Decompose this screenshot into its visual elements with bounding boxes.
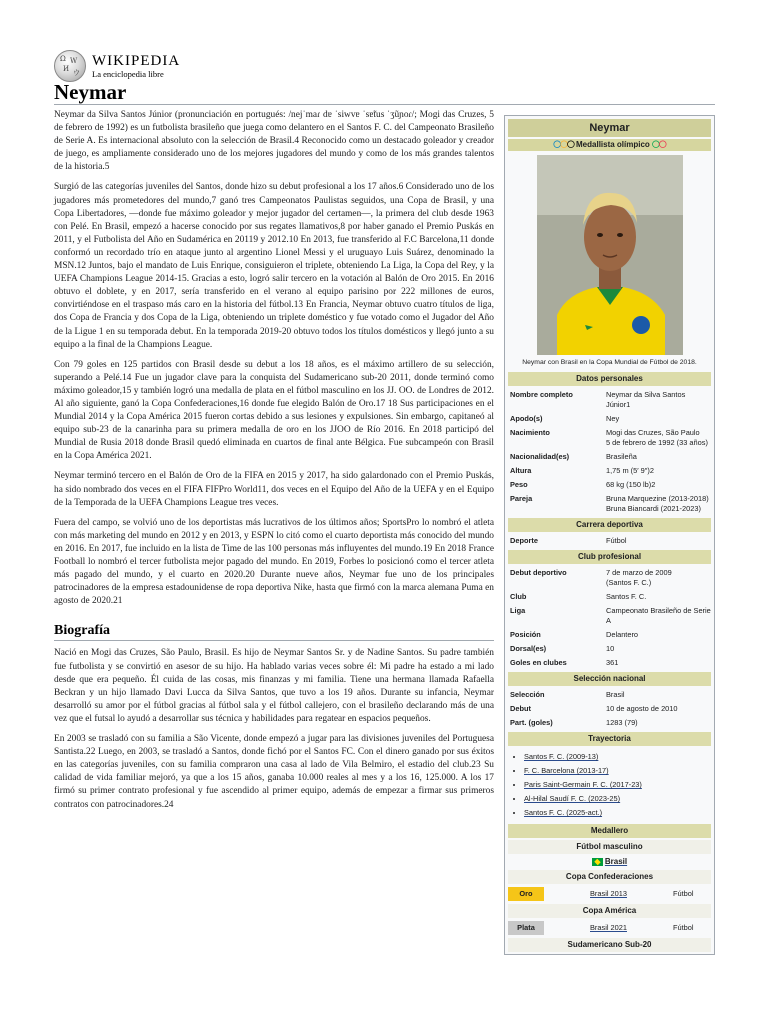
olympic-rings-icon: ◯◯◯	[553, 141, 574, 148]
infobox-row	[508, 478, 711, 492]
medal-event-next: Sudamericano Sub-20	[508, 938, 711, 952]
player-photo[interactable]	[537, 155, 683, 355]
intro-paragraph: Fuera del campo, se volvió uno de los deportistas más lucrativos de los últimos años; SportsPro lo nombró el atleta con más marketing del mundo en 2012 y en 2013, y ESPN lo citó como el cuarto deportista más conocido del mundo en 2016. En 2017, fue incluido en la lista de Time de las 100 personas más influyentes del mundo.19 En 2018 France Football lo nombró el tercer futbolista mejor pagado del mundo. En 2019, Forbes lo posicionó como el tercer atleta más pagado del mundo, y el cuarto en 2020.20 Durante nueve años, Neymar fue uno de los principales patrocinadores de la empresa estadounidense de ropa deportiva Nike, hasta que firmó con la marca alemana Puma en agosto de 2020.21	[54, 517, 494, 607]
trajectory-list	[508, 748, 711, 822]
infobox-row-label: Dorsal(es)	[510, 644, 547, 654]
infobox-row	[508, 426, 711, 450]
medals-header: Medallero	[508, 824, 711, 838]
infobox-row-value: Campeonato Brasileño de Serie A	[606, 606, 711, 626]
trajectory-header: Trayectoria	[508, 732, 711, 746]
infobox-row	[508, 628, 711, 642]
infobox-title: Neymar	[508, 119, 711, 137]
infobox-row-label: Deporte	[510, 536, 538, 546]
infobox-row-label: Debut	[510, 704, 531, 714]
wikipedia-logo[interactable]	[54, 50, 180, 82]
infobox-row-value: Delantero	[606, 630, 639, 640]
career-rows	[508, 534, 711, 548]
infobox-row-value: 68 kg (150 lb)2	[606, 480, 656, 490]
infobox-row-label: Nombre completo	[510, 390, 573, 400]
medal-badge: Plata	[508, 921, 544, 935]
biography-section	[54, 647, 494, 811]
infobox-row	[508, 450, 711, 464]
infobox-row	[508, 388, 711, 412]
club-header: Club profesional	[508, 550, 711, 564]
medal-row	[508, 885, 711, 903]
infobox-row-label: Peso	[510, 480, 528, 490]
logo-title: WIKIPEDIA	[92, 53, 181, 69]
intro-paragraph: Neymar terminó tercero en el Balón de Oro de la FIFA en 2015 y 2017, ha sido galardonado con el Premio Puskás, ha sido nombrado dos veces en el FIFA FIFPro World11, dos veces en el Equipo del Año de la UEFA y en el Equipo de la Temporada de la UEFA Champions League tres veces.	[54, 471, 494, 508]
photo-caption: Neymar con Brasil en la Copa Mundial de Fútbol de 2018.	[522, 359, 697, 367]
infobox-row-value: Brasileña	[606, 452, 637, 462]
infobox-row	[508, 642, 711, 656]
article-body	[54, 109, 494, 819]
infobox-row	[508, 702, 711, 716]
infobox-row	[508, 590, 711, 604]
brazil-flag-icon	[592, 858, 603, 866]
intro-section	[54, 109, 494, 608]
infobox-row	[508, 656, 711, 670]
trajectory-item[interactable]: • Santos F. C. (2009-13)	[524, 750, 711, 764]
intro-paragraph: Con 79 goles en 125 partidos con Brasil desde su debut a los 18 años, es el máximo artillero de su selección, superando a Pelé.14 Fue un jugador clave para la conquista del Sudamericano sub-20 2011, donde terminó como máximo goleador,15 y también logró una medalla de plata en el fútbol masculino en los JJ. OO. de Londres de 2012. Al año siguiente, ganó la Copa Confederaciones,16 donde fue elegido Balón de Oro.17 18 Sus participaciones en el Mundial 2014 y la Copa América 2015 fueron cortas debido a sus lesiones y expulsiones. Sin embargo, capitaneó al equipo sub-23 de la canarinha para su primera medalla de oro en los JJOO de Río 2016. En 2018 participó del Mundial de Rusia 2018 donde Brasil quedó eliminada en cuartos de final ante Bélgica. Fue subcampeón con Brasil en la Copa América 2021.	[54, 359, 494, 462]
infobox-row-value: 7 de marzo de 2009 (Santos F. C.)	[606, 568, 672, 588]
medal-row	[508, 919, 711, 937]
infobox-row-value: Santos F. C.	[606, 592, 647, 602]
medals-list	[508, 870, 711, 937]
infobox-row-value: Fútbol	[606, 536, 627, 546]
medal-sport: Fútbol masculino	[508, 840, 711, 854]
infobox-row-value: Neymar da Silva Santos Júnior1	[606, 390, 686, 410]
trajectory-item[interactable]: • Santos F. C. (2025-act.)	[524, 806, 711, 820]
infobox-row-value: 1,75 m (5′ 9″)2	[606, 466, 654, 476]
infobox-row	[508, 464, 711, 478]
intro-paragraph: Surgió de las categorías juveniles del Santos, donde hizo su debut profesional a los 17 años.6 Considerado uno de los jugadores más prometedores del mundo,7 ganó tres Campeonatos Paulistas seguidos, una Copa de Brasil, y una Copa Libertadores, —donde fue máximo goleador y mejor jugador del certamen—, la primera del club desde 1963 con Pelé. En Brasil, empezó a hacerse conocido por sus regates llamativos,8 por haber ganado el Premio Puskás en 2011, y el Futbolista del Año en Sudamérica en 20119 y 2012.10 En 2013, fue transferido al F.C Barcelona,11 donde conformó un recordado trío en ataque junto al argentino Lionel Messi y el uruguayo Luis Suárez, denominado la MSN.12 Juntos, bajo el mandato de Luis Enrique, consiguieron el triplete, obteniendo La Liga, la Copa del Rey, y la UEFA Champions League 2014-15. Gracias a esto, logró salir tercero en la votación al Balón de Oro 2015. En 2016 obtuvo el doblete, y en 2017, sería transferido en el verano al equipo parisino por 222 millones de euros, convirtiéndose en el traspaso más caro en la historia del fútbol.13 En Francia, Neymar obtuvo cuatro títulos de liga, dos Copa de Francia y dos Copa de la Liga, obteniendo un triplete doméstico y fue votado como el Jugador del Año de la Ligue 1 en su temporada debut. En la temporada 2019-20 obtuvo todos los títulos domésticos y llegó junto a su equipo a la final de la Champions League.	[54, 182, 494, 350]
page-title: Neymar	[54, 80, 127, 104]
medal-event: Copa Confederaciones	[508, 870, 711, 884]
medal-edition-link[interactable]: Brasil 2013	[590, 889, 627, 899]
infobox-row-label: Liga	[510, 606, 526, 616]
trajectory-item[interactable]: • F. C. Barcelona (2013-17)	[524, 764, 711, 778]
infobox-row-value: 10	[606, 644, 615, 654]
medalist-banner	[508, 139, 711, 151]
infobox-row-value: Bruna Marquezine (2013-2018) Bruna Biancardi (2021-2023)	[606, 494, 709, 514]
infobox-row-label: Apodo(s)	[510, 414, 543, 424]
infobox-row-label: Selección	[510, 690, 545, 700]
infobox-row-label: Part. (goles)	[510, 718, 553, 728]
infobox-row-label: Nacimiento	[510, 428, 550, 438]
national-team-header: Selección nacional	[508, 672, 711, 686]
title-divider	[54, 104, 715, 105]
career-header: Carrera deportiva	[508, 518, 711, 532]
medal-event: Copa América	[508, 904, 711, 918]
infobox-row-value: 361	[606, 658, 619, 668]
personal-data-rows	[508, 388, 711, 516]
infobox-row-label: Debut deportivo	[510, 568, 567, 578]
logo-tagline: La enciclopedia libre	[92, 69, 164, 79]
personal-data-header: Datos personales	[508, 372, 711, 386]
infobox-row-value: Ney	[606, 414, 620, 424]
infobox-row	[508, 604, 711, 628]
trajectory-item[interactable]: • Paris Saint-Germain F. C. (2017-23)	[524, 778, 711, 792]
infobox-row	[508, 688, 711, 702]
infobox-row	[508, 716, 711, 730]
medal-sport-label: Fútbol	[673, 889, 694, 899]
infobox-row-value: 1283 (79)	[606, 718, 638, 728]
medalist-label: Medallista olímpico	[576, 140, 650, 150]
globe-icon: Ω W И ウ	[54, 50, 86, 82]
infobox-row-label: Pareja	[510, 494, 533, 504]
infobox	[504, 115, 715, 955]
infobox-row	[508, 412, 711, 426]
bio-paragraph: En 2003 se trasladó con su familia a São Vicente, donde empezó a jugar para las divisiones juveniles del Portuguesa Santista.22 Luego, en 2003, se trasladó a Santos, donde fichó por el Santos FC. Con el dinero ganado por sus éxitos en las categorías juveniles, con su familia compraron una casa al lado de Vila Belmiro, el estadio del club.23 Su calidad de vida familiar mejoró, ya que a los 15 años, ganaba 10.000 reales al mes y a los 16, 125.000. A los 17 firmó su primer contrato profesional y fue ascendido al primer equipo, además de empezar a firmar sus primeros contratos con patrocinadores.24	[54, 734, 494, 810]
olympic-rings-icon-right: ◯◯	[652, 141, 666, 148]
bio-paragraph: Nació en Mogi das Cruzes, São Paulo, Brasil. Es hijo de Neymar Santos Sr. y de Nadine Santos. Su padre también fue futbolista y se convirtió en asesor de su hijo. Ha hablado varias veces sobre él: Mi padre ha estado a mi lado desde que era pequeño. Él cuida de las cosas, mis finanzas y mi familia. Tiene una hermana llamada Rafaella Beckran y un hijo llamado Davi Lucca da Silva Santos, que tuvo a los 19 años. Durante su infancia, Neymar desarrolló su amor por el fútbol gracias al fútbol sala y el fútbol callejero, con el brasileño declarando más de una vez que el futsal lo ayudó a desarrollar sus técnica y habilidades para regatear en espacios pequeños.	[54, 648, 494, 724]
player-photo-illustration	[537, 155, 683, 355]
club-rows	[508, 566, 711, 670]
infobox-row-label: Altura	[510, 466, 532, 476]
infobox-row-label: Club	[510, 592, 527, 602]
infobox-row	[508, 492, 711, 516]
infobox-row-value: Mogi das Cruzes, São Paulo 5 de febrero de 1992 (33 años)	[606, 428, 708, 448]
infobox-row-label: Goles en clubes	[510, 658, 567, 668]
infobox-row-value: Brasil	[606, 690, 625, 700]
intro-paragraph: Neymar da Silva Santos Júnior (pronunciación en portugués: /nejˈmaɾ dɐ ˈsiwvɐ ˈsɐ̃tus ˈʒũɲoɾ/; Mogi das Cruzes, 5 de febrero de 1992) es un futbolista brasileño que juega como delantero en el Santos F. C. del Campeonato Brasileño de Serie A. Es internacional absoluto con la selección de Brasil.4 Reconocido como un destacado goleador y creador de juego, es ampliamente considerado uno de los mejores jugadores del mundo y como de los más grandes talentos de la historia.5	[54, 110, 494, 173]
medal-sport-label: Fútbol	[673, 923, 694, 933]
trajectory-item[interactable]: • Al-Hilal Saudí F. C. (2023-25)	[524, 792, 711, 806]
medal-edition-link[interactable]: Brasil 2021	[590, 923, 627, 933]
infobox-row-label: Nacionalidad(es)	[510, 452, 570, 462]
infobox-row-label: Posición	[510, 630, 541, 640]
national-team-rows	[508, 688, 711, 730]
infobox-row-value: 10 de agosto de 2010	[606, 704, 678, 714]
infobox-row	[508, 534, 711, 548]
section-heading-biografia: Biografía	[54, 624, 494, 641]
infobox-row	[508, 566, 711, 590]
medal-country[interactable]: Brasil	[508, 855, 711, 869]
medal-badge: Oro	[508, 887, 544, 901]
